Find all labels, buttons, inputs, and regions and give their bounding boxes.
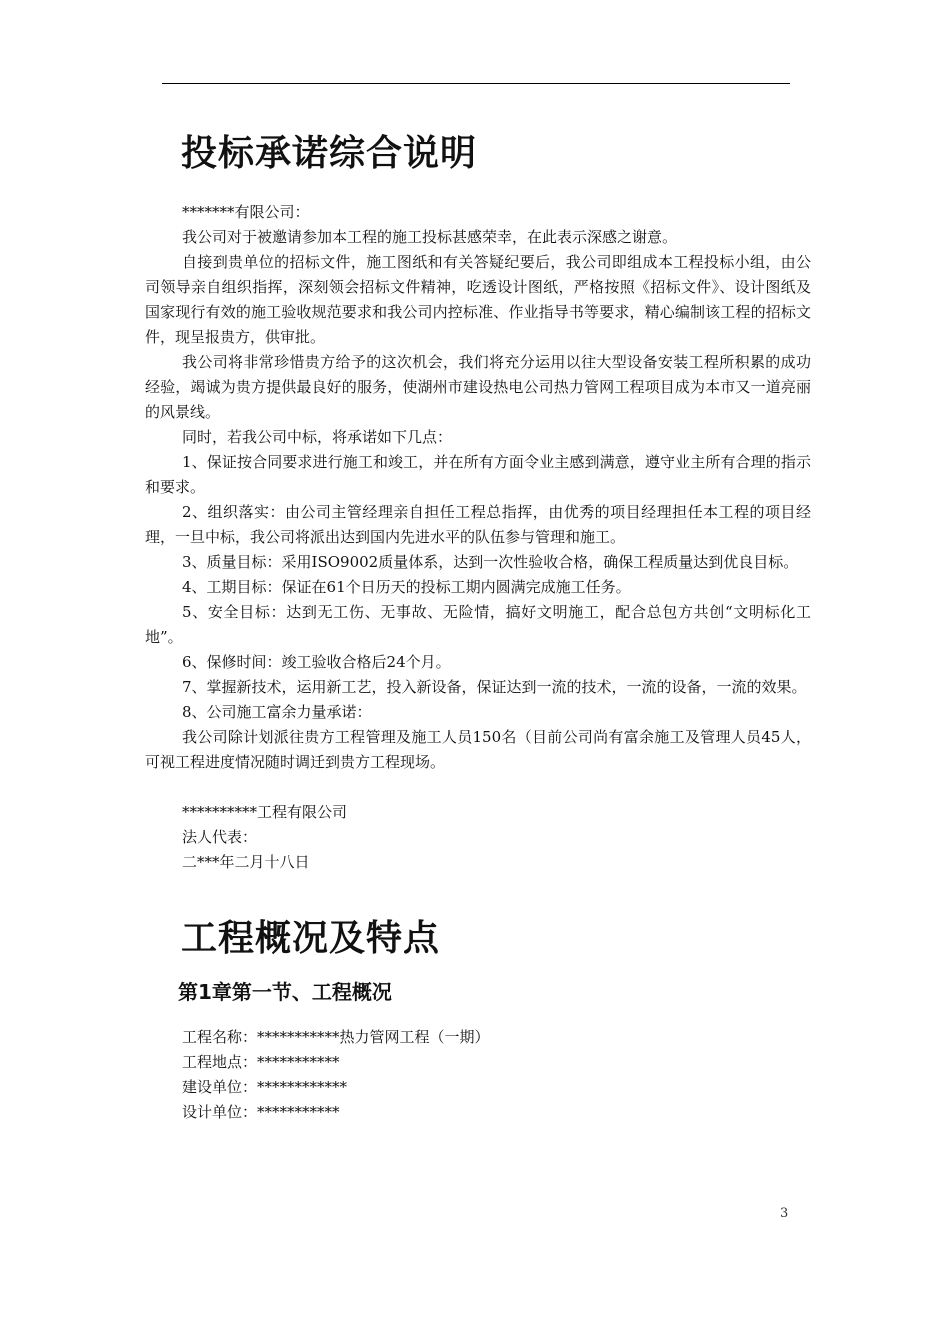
commitment-item-8: 8、公司施工富余力量承诺： [182,703,372,721]
signature-company: **********工程有限公司 [182,803,348,821]
section-title-bid-commitment: 投标承诺综合说明 [181,133,478,174]
page-number: 3 [780,1206,789,1221]
detail-construction-unit: 建设单位：************ [182,1078,348,1096]
commitment-item-6: 6、保修时间：竣工验收合格后24个月。 [182,653,451,671]
paragraph-thanks: 我公司对于被邀请参加本工程的施工投标甚感荣幸，在此表示深感之谢意。 [182,228,678,246]
signature-representative: 法人代表： [182,828,258,846]
paragraph-opportunity: 我公司将非常珍惜贵方给予的这次机会，我们将充分运用以往大型设备安装工程所积累的成功经验，竭诚为贵方提供最良好的服务，使湖州市建设热电公司热力管网工程项目成为本市又一道亮丽的风景线。 [145,353,811,421]
chapter-heading: 第1章第一节、工程概况 [178,980,392,1004]
document-body [145,128,811,1125]
section-title-project-overview: 工程概况及特点 [181,918,441,959]
paragraph-commitments-intro: 同时，若我公司中标，将承诺如下几点： [182,428,453,446]
commitment-item-4: 4、工期目标：保证在61个日历天的投标工期内圆满完成施工任务。 [182,578,631,596]
commitment-item-5: 5、安全目标：达到无工伤、无事故、无险情，搞好文明施工，配合总包方共创“文明标化工地”。 [145,603,811,646]
header-rule [162,83,790,84]
commitment-item-3: 3、质量目标：采用ISO9002质量体系，达到一次性验收合格，确保工程质量达到优良目标。 [182,553,799,571]
detail-project-location: 工程地点：*********** [182,1053,340,1071]
paragraph-bid-preparation: 自接到贵单位的招标文件，施工图纸和有关答疑纪要后，我公司即组成本工程投标小组，由公司领导亲自组织指挥，深刻领会招标文件精神，吃透设计图纸，严格按照《招标文件》、设计图纸及国家现行有效的施工验收规范要求和我公司内控标准、作业指导书等要求，精心编制该工程的招标文件，现呈报贵方，供审批。 [145,253,811,346]
spacer [145,775,811,800]
paragraph-staffing: 我公司除计划派往贵方工程管理及施工人员150名（目前公司尚有富余施工及管理人员45人，可视工程进度情况随时调迁到贵方工程现场。 [145,728,811,771]
detail-design-unit: 设计单位：*********** [182,1103,340,1121]
commitment-item-1: 1、保证按合同要求进行施工和竣工，并在所有方面令业主感到满意，遵守业主所有合理的指示和要求。 [145,453,811,496]
detail-project-name: 工程名称：***********热力管网工程（一期） [182,1028,490,1046]
commitment-item-2: 2、组织落实：由公司主管经理亲自担任工程总指挥，由优秀的项目经理担任本工程的项目经理，一旦中标，我公司将派出达到国内先进水平的队伍参与管理和施工。 [145,503,811,546]
salutation: *******有限公司： [182,203,310,221]
signature-date: 二***年二月十八日 [182,853,310,871]
commitment-item-7: 7、掌握新技术，运用新工艺，投入新设备，保证达到一流的技术，一流的设备，一流的效果。 [182,678,807,696]
